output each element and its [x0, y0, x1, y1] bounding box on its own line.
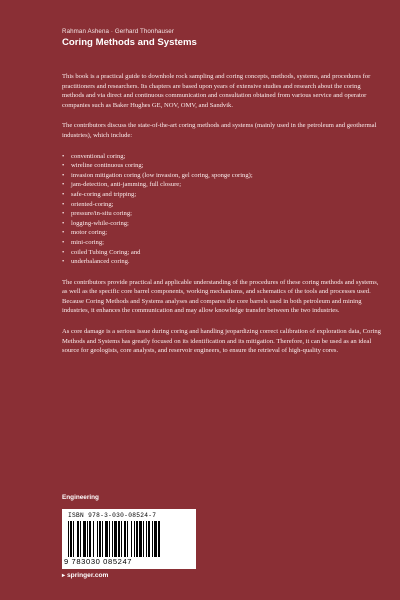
- paragraph-core-damage: As core damage is a serious issue during coring and handling jeopardizing correct calibration of exploration data, Coring Methods and Systems has greatly focused on its identification and its mitigation. Therefore, it can be used as an ideal source for geologists, core analysts, and reservoir engineers, to ensure the retrieval of high-quality cores.: [62, 328, 381, 355]
- list-item: • coiled Tubing Coring; and: [62, 248, 382, 258]
- publisher-url: springer.com: [67, 572, 109, 579]
- list-item: • safe-coring and tripping;: [62, 190, 382, 200]
- list-item: • mini-coring;: [62, 238, 382, 248]
- list-item: • jam-detection, anti-jamming, full closure;: [62, 180, 382, 190]
- header: [62, 28, 380, 48]
- paragraph-procedures: The contributors provide practical and applicable understanding of the procedures of these coring methods and systems, as well as the specific core barrel components, working mechanisms, and schematics of the tools and processes used. Because Coring Methods and Systems analyses and compares the core barrels used in both petroleum and mining industries, it enhances the communication and may allow knowledge transfer between the two industries.: [62, 278, 379, 315]
- isbn-label: ISBN 978-3-030-08524-7: [68, 512, 157, 519]
- list-item: • wireline continuous coring;: [62, 161, 382, 171]
- barcode-digits: 9 783030 085247: [64, 557, 133, 566]
- arrow-right-icon: ▸: [62, 573, 66, 579]
- paragraph-intro: This book is a practical guide to downhole rock sampling and coring concepts, methods, systems, and procedures for practitioners and researchers. Its chapters are based upon years of extensive studies and research about the coring methods and via direct and continuous communication and consultation obtained from various service and operator companies such as Baker Hughes GE, NOV, OMV, and Sandvik.: [62, 73, 371, 109]
- list-item: • underbalanced coring.: [62, 257, 382, 267]
- footer: [62, 494, 196, 579]
- book-title: Coring Methods and Systems: [62, 37, 197, 48]
- isbn-barcode: [62, 509, 196, 569]
- authors: Rahman Ashena · Gerhard Thonhauser: [62, 28, 174, 35]
- publisher-link[interactable]: [62, 572, 196, 579]
- list-item: • logging-while-coring;: [62, 219, 382, 229]
- list-item: • invasion mitigation coring (low invasion, gel coring, sponge coring);: [62, 171, 382, 181]
- description: [62, 72, 382, 367]
- methods-list: [62, 152, 382, 267]
- paragraph-contributors: The contributors discuss the state-of-the-art coring methods and systems (mainly used in the petroleum and geothermal industries), which include:: [62, 122, 377, 139]
- list-item: • pressure/in-situ coring;: [62, 209, 382, 219]
- list-item: • motor coring;: [62, 228, 382, 238]
- list-item: • conventional coring;: [62, 152, 382, 162]
- barcode-icon: [68, 521, 190, 557]
- subject-category: Engineering: [62, 494, 99, 501]
- list-item: • oriented-coring;: [62, 200, 382, 210]
